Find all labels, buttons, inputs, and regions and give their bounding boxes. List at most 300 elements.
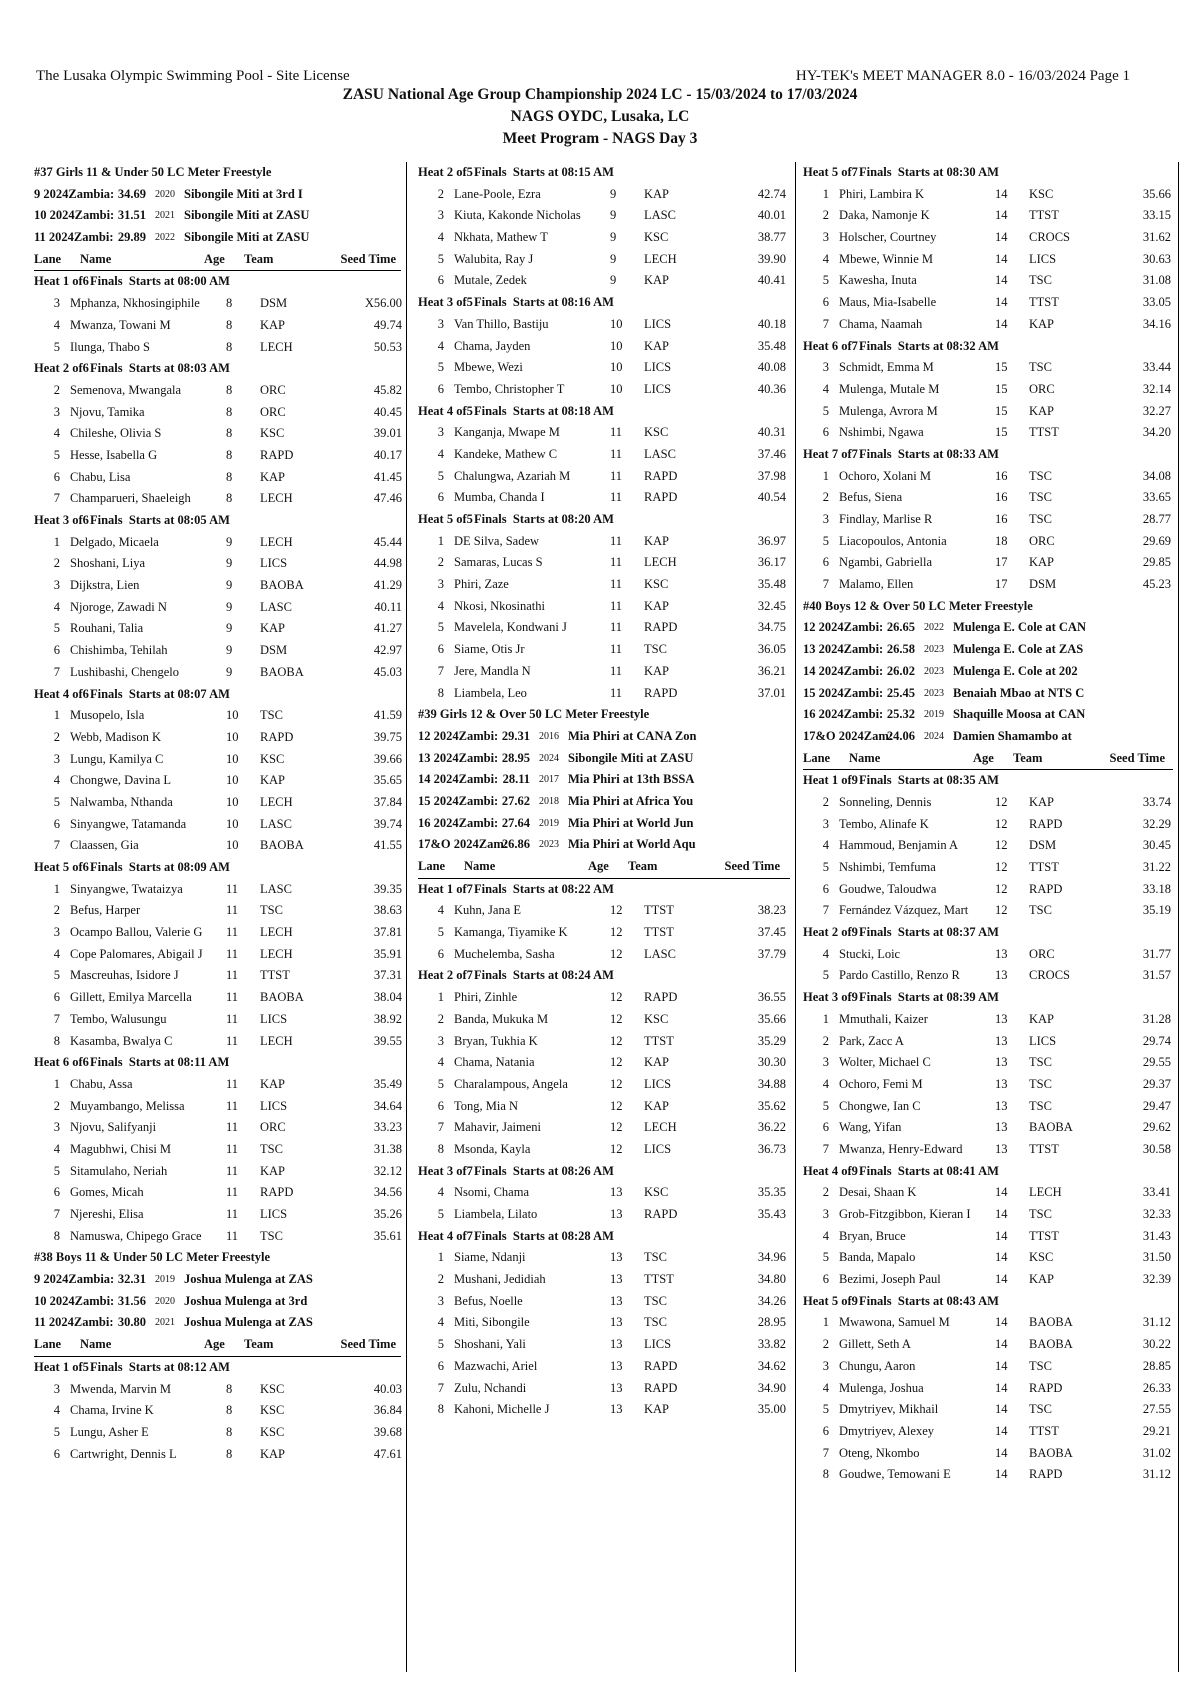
seed-time: 37.45 (757, 925, 786, 940)
team-code: DSM (260, 296, 288, 311)
swimmer-row (34, 814, 401, 836)
swimmer-row (418, 661, 790, 683)
seed-time: 35.62 (757, 1098, 786, 1113)
team-code: LECH (260, 339, 293, 354)
swimmer-row (803, 401, 1173, 423)
seed-time: 36.17 (757, 555, 786, 570)
heat-word: Heat (34, 513, 60, 527)
swimmer-name: Chama, Natania (454, 1055, 535, 1070)
heat-start-time: 08:24 AM (561, 968, 614, 983)
swimmer-age: 8 (226, 469, 233, 484)
swimmer-name: Bryan, Tukhia K (454, 1033, 538, 1048)
lane-number: 4 (53, 946, 60, 961)
seed-time: 35.65 (373, 773, 402, 788)
lane-number: 4 (53, 1141, 60, 1156)
lane-header-name: Name (849, 750, 881, 765)
swimmer-name: Muyambango, Melissa (70, 1098, 185, 1113)
swimmer-age: 14 (995, 316, 1008, 331)
heat-header (803, 162, 1173, 184)
seed-time: 27.55 (1142, 1402, 1171, 1417)
swimmer-row (418, 1204, 790, 1226)
starts-word: Starts at (512, 403, 559, 418)
heat-word: Heat (418, 881, 444, 896)
swimmer-name: Chabu, Lisa (70, 469, 131, 484)
swimmer-name: Walubita, Ray J (454, 251, 534, 266)
swimmer-name: Chabu, Assa (70, 1076, 133, 1091)
swimmer-age: 12 (995, 816, 1008, 831)
swimmer-age: 8 (226, 1403, 233, 1418)
heat-word: Heat (418, 1163, 444, 1178)
swimmer-row (418, 1139, 790, 1161)
seed-time: 33.15 (1142, 208, 1171, 223)
swimmer-age: 10 (610, 338, 623, 353)
lane-header-row (34, 249, 401, 272)
swimmer-row (803, 270, 1173, 292)
swimmer-age: 10 (226, 708, 239, 723)
swimmer-name: Mwanza, Henry-Edward (839, 1141, 963, 1156)
swimmer-row (418, 987, 790, 1009)
swimmer-name: Ngambi, Gabriella (839, 555, 933, 570)
swimmer-row (803, 1312, 1173, 1334)
heat-of-word: of (456, 295, 467, 310)
swimmer-age: 9 (226, 599, 233, 614)
finals-word: Finals (90, 513, 123, 527)
swimmer-age: 10 (226, 773, 239, 788)
lane-number: 8 (437, 1402, 444, 1417)
lane-number: 7 (437, 1380, 444, 1395)
record-holder: Sibongile Miti at ZASU (184, 208, 310, 223)
swimmer-name: Holscher, Courtney (839, 230, 937, 245)
swimmer-row (803, 1204, 1173, 1226)
swimmer-name: Wolter, Michael C (839, 1055, 931, 1070)
team-code: LICS (1029, 251, 1057, 266)
seed-time: 33.18 (1142, 881, 1171, 896)
heat-word: Heat (418, 968, 444, 983)
lane-number: 4 (822, 381, 829, 396)
swimmer-age: 11 (610, 598, 623, 613)
swimmer-row (34, 618, 401, 640)
heat-of-word: of (841, 925, 852, 940)
swimmer-age: 11 (610, 425, 623, 440)
lane-number: 4 (53, 317, 60, 332)
starts-word: Starts at (128, 513, 175, 527)
swimmer-age: 11 (226, 1141, 239, 1156)
swimmer-age: 13 (610, 1402, 623, 1417)
lane-number: 4 (437, 1315, 444, 1330)
seed-time: 34.16 (1142, 316, 1171, 331)
swimmer-row (34, 575, 401, 597)
swimmer-row (34, 1009, 401, 1031)
record-year: 2024 (539, 752, 559, 764)
swimmer-row (34, 1400, 401, 1422)
lane-number: 6 (822, 1423, 829, 1438)
finals-word: Finals (474, 295, 507, 310)
heat-word: Heat (418, 1228, 444, 1243)
swimmer-row (803, 466, 1173, 488)
finals-word: Finals (90, 860, 123, 874)
heat-start-time: 08:41 AM (946, 1163, 999, 1178)
team-code: LASC (644, 208, 676, 223)
swimmer-name: Ocampo Ballou, Valerie G (70, 925, 203, 940)
team-code: LICS (644, 381, 672, 396)
heat-start (90, 271, 230, 293)
team-code: RAPD (644, 1207, 678, 1221)
team-code: KAP (260, 469, 286, 484)
swimmer-age: 11 (226, 1033, 239, 1048)
team-code: TSC (260, 903, 283, 918)
heat-start-time: 08:35 AM (946, 773, 999, 788)
team-code: LICS (644, 316, 672, 331)
swimmer-name: Lungu, Asher E (70, 1424, 149, 1439)
record-line (418, 813, 790, 835)
swimmer-name: Dmytriyev, Mikhail (839, 1402, 939, 1417)
swimmer-age: 14 (995, 1445, 1008, 1460)
heat-label (803, 770, 859, 792)
lane-number: 4 (53, 426, 60, 441)
heat-start-time: 08:11 AM (177, 1055, 230, 1070)
heat-label (418, 1161, 474, 1183)
finals-word: Finals (859, 773, 892, 788)
record-time: 29.89 (117, 230, 146, 245)
lane-number: 5 (437, 360, 444, 375)
heat-header (34, 510, 401, 532)
record-time: 29.31 (501, 728, 530, 743)
lane-number: 5 (53, 1163, 60, 1178)
swimmer-row (803, 1464, 1173, 1486)
swimmer-name: Sonneling, Dennis (839, 794, 932, 809)
swimmer-age: 11 (226, 1011, 239, 1026)
heat-total: 6 (82, 513, 89, 527)
team-code: KAP (260, 773, 286, 788)
lane-number: 3 (53, 1381, 60, 1396)
swimmer-name: Lane-Poole, Ezra (454, 186, 541, 201)
team-code: KAP (1029, 555, 1055, 570)
heat-start-time: 08:30 AM (946, 165, 999, 179)
swimmer-name: Banda, Mukuka M (454, 1011, 549, 1026)
swimmer-row (418, 444, 790, 466)
lane-number: 4 (53, 773, 60, 788)
heat-start (90, 684, 230, 706)
swimmer-name: Phiri, Zinhle (454, 990, 518, 1005)
starts-word: Starts at (128, 274, 175, 289)
swimmer-row (418, 1356, 790, 1378)
team-code: TSC (644, 642, 667, 657)
heat-number: 6 (62, 1055, 70, 1070)
seed-time: 31.08 (1142, 273, 1171, 288)
record-time: 28.11 (502, 772, 530, 787)
swimmer-row (34, 1161, 401, 1183)
heat-label (34, 510, 90, 532)
swimmer-name: Zulu, Nchandi (454, 1380, 527, 1395)
lane-number: 7 (53, 1207, 60, 1221)
team-code: TSC (1029, 1207, 1052, 1221)
seed-time: 39.90 (757, 251, 786, 266)
lane-number: 5 (437, 1076, 444, 1091)
swimmer-age: 10 (226, 751, 239, 766)
seed-time: 39.35 (373, 881, 402, 896)
swimmer-age: 12 (610, 1141, 623, 1156)
swimmer-age: 13 (610, 1337, 623, 1352)
seed-time: 33.74 (1142, 794, 1171, 809)
swimmer-age: 16 (995, 490, 1008, 505)
team-code: TTST (644, 1272, 674, 1287)
swimmer-row (418, 552, 790, 574)
heat-start (859, 336, 999, 358)
record-holder: Mulenga E. Cole at ZAS (953, 642, 1084, 657)
team-code: KAP (644, 1402, 670, 1417)
record-age-group: 9 2024Zambia: (34, 186, 115, 201)
lane-number: 3 (437, 316, 444, 331)
heat-number: 2 (831, 925, 839, 940)
seed-time: 35.35 (757, 1185, 786, 1200)
swimmer-name: Ochoro, Femi M (839, 1076, 923, 1091)
seed-time: 33.65 (1142, 490, 1171, 505)
record-line (34, 205, 401, 227)
swimmer-name: Musopelo, Isla (70, 708, 145, 723)
team-code: TTST (1029, 1228, 1059, 1243)
swimmer-row (418, 1378, 790, 1400)
team-code: TSC (644, 1293, 667, 1308)
seed-time: 42.74 (757, 186, 786, 201)
swimmer-age: 13 (610, 1358, 623, 1373)
event-title: #38 Boys 11 & Under 50 LC Meter Freestyle (34, 1250, 271, 1265)
swimmer-age: 8 (226, 426, 233, 441)
swimmer-row (803, 1117, 1173, 1139)
heat-total: 7 (851, 165, 858, 179)
lane-number: 5 (822, 533, 829, 548)
seed-time: 34.75 (757, 620, 786, 635)
swimmer-row (418, 1399, 790, 1421)
swimmer-age: 8 (226, 382, 233, 397)
team-code: ORC (260, 1120, 286, 1135)
swimmer-age: 13 (995, 1120, 1008, 1135)
lane-number: 2 (822, 794, 829, 809)
lane-header-seed: Seed Time (340, 251, 396, 266)
swimmer-name: Tong, Mia N (454, 1098, 519, 1113)
record-time: 24.06 (886, 728, 915, 743)
lane-header-name: Name (80, 251, 112, 266)
heat-number: 1 (62, 1359, 70, 1374)
swimmer-row (34, 835, 401, 857)
team-code: BAOBA (260, 990, 304, 1005)
seed-time: 31.43 (1142, 1228, 1171, 1243)
heat-of-word: of (72, 1055, 83, 1070)
seed-time: 39.55 (373, 1033, 402, 1048)
swimmer-name: Dmytriyev, Alexey (839, 1423, 935, 1438)
lane-number: 7 (437, 1120, 444, 1135)
swimmer-name: Kamanga, Tiyamike K (454, 925, 568, 940)
swimmer-age: 12 (610, 1011, 623, 1026)
swimmer-name: Charalampous, Angela (454, 1076, 568, 1091)
swimmer-row (418, 357, 790, 379)
heat-start (474, 1226, 614, 1248)
heat-header (418, 879, 790, 901)
seed-time: 34.26 (757, 1293, 786, 1308)
seed-time: 29.69 (1142, 533, 1171, 548)
finals-word: Finals (90, 274, 123, 289)
swimmer-age: 14 (995, 1380, 1008, 1395)
heat-label (34, 1357, 90, 1379)
lane-number: 7 (822, 577, 829, 592)
heat-number: 1 (831, 773, 839, 788)
heat-header (803, 444, 1173, 466)
lane-number: 5 (437, 1337, 444, 1352)
seed-time: 35.61 (373, 1228, 402, 1243)
record-holder: Sibongile Miti at ZASU (184, 230, 310, 245)
heat-word: Heat (34, 860, 60, 874)
heat-total: 5 (82, 1359, 89, 1374)
lane-number: 3 (437, 577, 444, 592)
swimmer-row (418, 900, 790, 922)
seed-time: 30.30 (757, 1055, 786, 1070)
team-code: TTST (260, 968, 290, 983)
team-code: TTST (644, 903, 674, 918)
lane-number: 2 (53, 903, 60, 918)
lane-header-name: Name (464, 859, 496, 873)
team-code: KAP (1029, 403, 1055, 418)
heat-word: Heat (803, 773, 829, 788)
seed-time: 41.59 (373, 708, 402, 723)
lane-number: 1 (822, 1011, 829, 1026)
swimmer-age: 12 (995, 881, 1008, 896)
record-holder: Joshua Mulenga at 3rd (184, 1293, 308, 1308)
swimmer-row (34, 965, 401, 987)
heat-word: Heat (803, 925, 829, 940)
seed-time: 45.23 (1142, 577, 1171, 592)
team-code: TSC (1029, 1402, 1052, 1417)
team-code: KSC (260, 426, 285, 441)
swimmer-row (34, 532, 401, 554)
swimmer-age: 10 (610, 360, 623, 375)
swimmer-row (34, 423, 401, 445)
software-page-header: HY-TEK's MEET MANAGER 8.0 - 16/03/2024 Page 1 (795, 68, 1130, 84)
swimmer-row (803, 1139, 1173, 1161)
swimmer-age: 11 (610, 490, 623, 505)
team-code: LICS (644, 360, 672, 375)
swimmer-name: Nsomi, Chama (454, 1185, 529, 1200)
swimmer-row (803, 1443, 1173, 1465)
swimmer-name: Sitamulaho, Neriah (70, 1163, 168, 1178)
swimmer-age: 11 (610, 533, 623, 548)
swimmer-age: 9 (610, 186, 617, 201)
finals-word: Finals (474, 165, 507, 179)
seed-time: 31.50 (1142, 1250, 1171, 1265)
swimmer-name: Mphanza, Nkhosingiphile (70, 296, 200, 311)
team-code: LECH (260, 925, 293, 940)
team-code: BAOBA (260, 838, 304, 853)
swimmer-name: Lungu, Kamilya C (70, 751, 164, 766)
team-code: LICS (644, 1337, 672, 1352)
swimmer-name: Hesse, Isabella G (70, 447, 158, 462)
swimmer-row (803, 184, 1173, 206)
record-year: 2020 (155, 188, 175, 200)
swimmer-name: Chungu, Aaron (839, 1358, 916, 1373)
heat-total: 7 (466, 968, 473, 983)
seed-time: 31.57 (1142, 968, 1171, 983)
team-code: BAOBA (1029, 1445, 1073, 1460)
swimmer-name: Kiuta, Kakonde Nicholas (454, 208, 581, 223)
team-code: LICS (644, 1141, 672, 1156)
record-line (803, 726, 1173, 748)
swimmer-row (803, 205, 1173, 227)
heat-word: Heat (34, 361, 60, 376)
team-code: LICS (260, 556, 288, 571)
seed-time: 41.29 (373, 578, 402, 593)
heat-of-word: of (456, 968, 467, 983)
record-year: 2019 (924, 709, 944, 721)
heat-start (474, 401, 614, 423)
seed-time: 35.48 (757, 338, 786, 353)
swimmer-age: 11 (610, 555, 623, 570)
starts-word: Starts at (512, 165, 559, 179)
heat-header (418, 965, 790, 987)
heat-of-word: of (72, 361, 83, 376)
seed-time: 36.84 (373, 1403, 402, 1418)
team-code: TTST (644, 925, 674, 940)
team-code: LASC (644, 446, 676, 461)
seed-time: 37.81 (373, 925, 402, 940)
lane-header-age: Age (204, 251, 225, 266)
team-code: KAP (1029, 316, 1055, 331)
heat-label (418, 401, 474, 423)
seed-time: 33.05 (1142, 295, 1171, 310)
swimmer-row (418, 617, 790, 639)
swimmer-age: 14 (995, 230, 1008, 245)
seed-time: 38.77 (757, 230, 786, 245)
lane-number: 6 (822, 1120, 829, 1135)
record-line (803, 683, 1173, 705)
swimmer-name: Gomes, Micah (70, 1185, 144, 1200)
heat-of-word: of (841, 1293, 852, 1308)
seed-time: 35.66 (757, 1011, 786, 1026)
swimmer-name: Semenova, Mwangala (70, 382, 182, 397)
swimmer-row (34, 922, 401, 944)
swimmer-row (34, 900, 401, 922)
heat-label (803, 1291, 859, 1313)
lane-number: 6 (437, 1098, 444, 1113)
swimmer-name: Phiri, Lambira K (839, 186, 925, 201)
lane-header-row (803, 748, 1173, 771)
swimmer-age: 14 (995, 1250, 1008, 1265)
swimmer-age: 14 (995, 1402, 1008, 1417)
team-code: KAP (260, 1163, 286, 1178)
seed-time: 38.92 (373, 1011, 402, 1026)
seed-time: 32.29 (1142, 816, 1171, 831)
heat-header (34, 358, 401, 380)
swimmer-row (34, 1139, 401, 1161)
heat-total: 7 (466, 1228, 473, 1243)
lane-number: 6 (437, 1358, 444, 1373)
finals-word: Finals (474, 1228, 507, 1243)
swimmer-age: 12 (610, 1120, 623, 1135)
lane-number: 2 (437, 186, 444, 201)
record-age-group: 14 2024Zambi: (418, 772, 499, 787)
record-holder: Mia Phiri at CANA Zon (568, 728, 697, 743)
heat-number: 5 (831, 1293, 839, 1308)
swimmer-name: Miti, Sibongile (454, 1315, 530, 1330)
heat-header (34, 1357, 401, 1379)
record-line (34, 1269, 401, 1291)
lane-number: 8 (437, 1141, 444, 1156)
seed-time: 35.00 (757, 1402, 786, 1417)
swimmer-age: 14 (995, 251, 1008, 266)
swimmer-age: 12 (995, 860, 1008, 874)
heat-start (90, 358, 230, 380)
seed-time: 29.62 (1142, 1120, 1171, 1135)
lane-number: 5 (822, 860, 829, 874)
team-code: TSC (1029, 1098, 1052, 1113)
program-column-1 (34, 162, 401, 1465)
